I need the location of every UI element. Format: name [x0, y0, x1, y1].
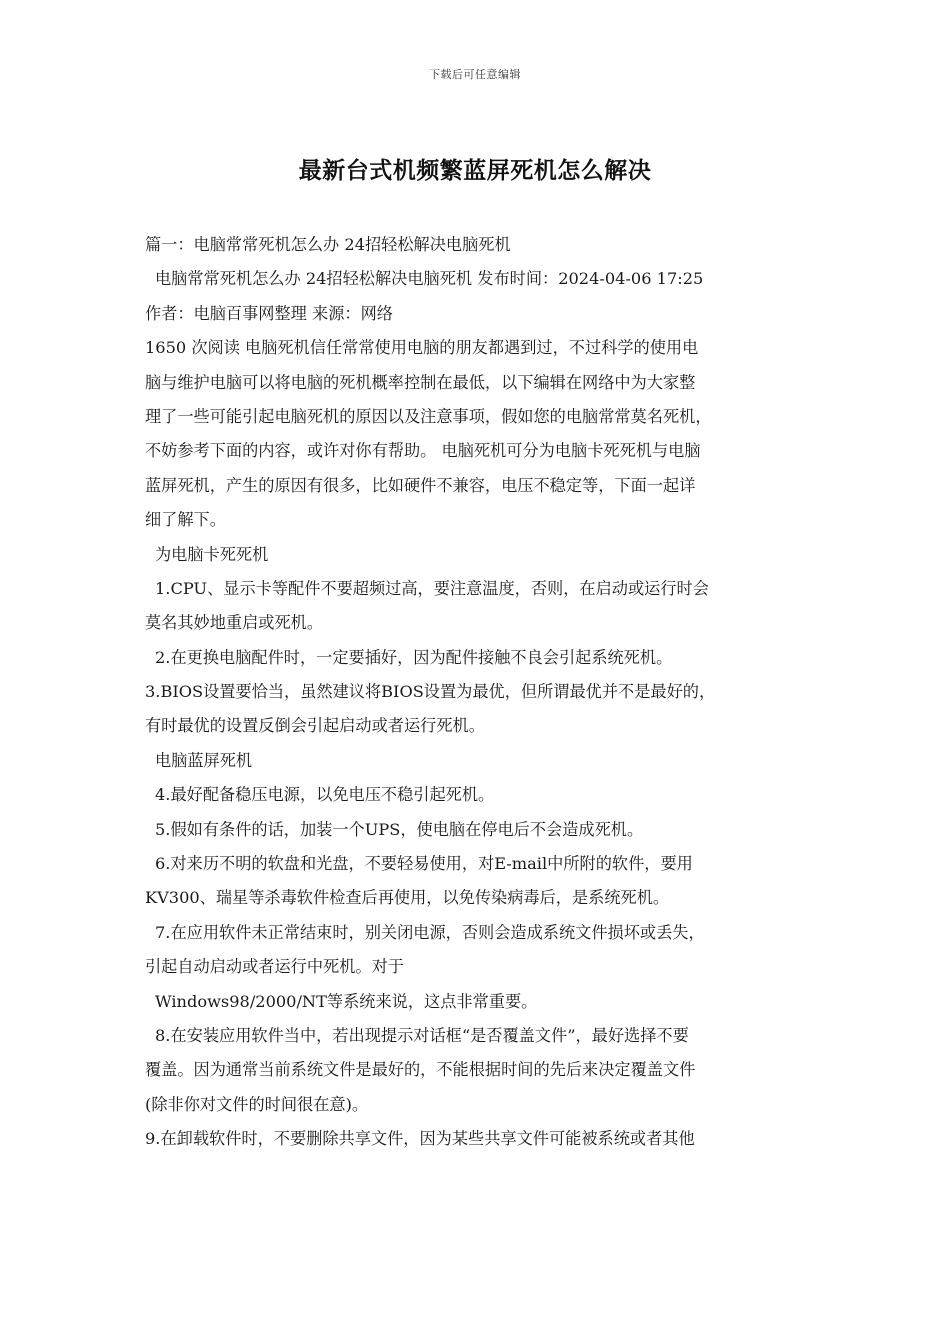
list-item: 3.BIOS设置要恰当，虽然建议将BIOS设置为最优，但所谓最优并不是最好的，: [145, 682, 716, 702]
list-item: 9.在卸载软件时，不要删除共享文件，因为某些共享文件可能被系统或者其他: [145, 1129, 695, 1149]
paragraph-line: 细了解下。: [145, 510, 226, 530]
list-item-continuation: Windows98/2000/NT等系统来说，这点非常重要。: [155, 991, 538, 1011]
list-item-continuation: 有时最优的设置反倒会引起启动或者运行死机。: [145, 716, 485, 736]
list-item-continuation: 莫名其妙地重启或死机。: [145, 613, 324, 633]
list-item: 4.最好配备稳压电源，以免电压不稳引起死机。: [155, 785, 495, 805]
list-item: 6.对来历不明的软盘和光盘，不要轻易使用，对E-mail中所附的软件，要用: [155, 854, 693, 874]
list-item-continuation: 覆盖。因为通常当前系统文件是最好的，不能根据时间的先后来决定覆盖文件: [145, 1060, 696, 1080]
list-item: 2.在更换电脑配件时，一定要插好，因为配件接触不良会引起系统死机。: [155, 647, 673, 667]
list-item: 1.CPU、显示卡等配件不要超频过高，要注意温度，否则，在启动或运行时会: [155, 578, 709, 598]
paragraph-line: 电脑常常死机怎么办 24招轻松解决电脑死机 发布时间：2024-04-06 17:25: [155, 269, 704, 289]
document-body: [145, 228, 813, 1157]
list-item: 5.假如有条件的话，加装一个UPS，使电脑在停电后不会造成死机。: [155, 819, 644, 839]
list-item: 7.在应用软件未正常结束时，别关闭电源，否则会造成系统文件损坏或丢失，: [155, 922, 705, 942]
section-heading: 篇一：电脑常常死机怎么办 24招轻松解决电脑死机: [145, 235, 511, 254]
list-item: 8.在安装应用软件当中，若出现提示对话框“是否覆盖文件”，最好选择不要: [155, 1025, 689, 1045]
list-item-continuation: 引起自动启动或者运行中死机。对于: [145, 957, 404, 977]
list-item-continuation: KV300、瑞星等杀毒软件检查后再使用，以免传染病毒后，是系统死机。: [145, 888, 670, 908]
subsection-heading: 为电脑卡死死机: [155, 544, 269, 564]
paragraph-line: 作者：电脑百事网整理 来源：网络: [145, 303, 393, 323]
paragraph-line: 不妨参考下面的内容，或许对你有帮助。 电脑死机可分为电脑卡死死机与电脑: [145, 441, 701, 461]
document-title: 最新台式机频繁蓝屏死机怎么解决: [298, 157, 652, 184]
paragraph-line: 脑与维护电脑可以将电脑的死机概率控制在最低，以下编辑在网络中为大家整: [145, 372, 696, 392]
subsection-heading: 电脑蓝屏死机: [155, 750, 253, 770]
list-item-continuation: (除非你对文件的时间很在意)。: [145, 1094, 369, 1114]
page-header-note: 下载后可任意编辑: [429, 68, 521, 81]
paragraph-line: 1650 次阅读 电脑死机信任常常使用电脑的朋友都遇到过，不过科学的使用电: [145, 338, 699, 358]
paragraph-line: 理了一些可能引起电脑死机的原因以及注意事项，假如您的电脑常常莫名死机，: [145, 406, 712, 426]
paragraph-line: 蓝屏死机，产生的原因有很多，比如硬件不兼容，电压不稳定等，下面一起详: [145, 475, 696, 495]
